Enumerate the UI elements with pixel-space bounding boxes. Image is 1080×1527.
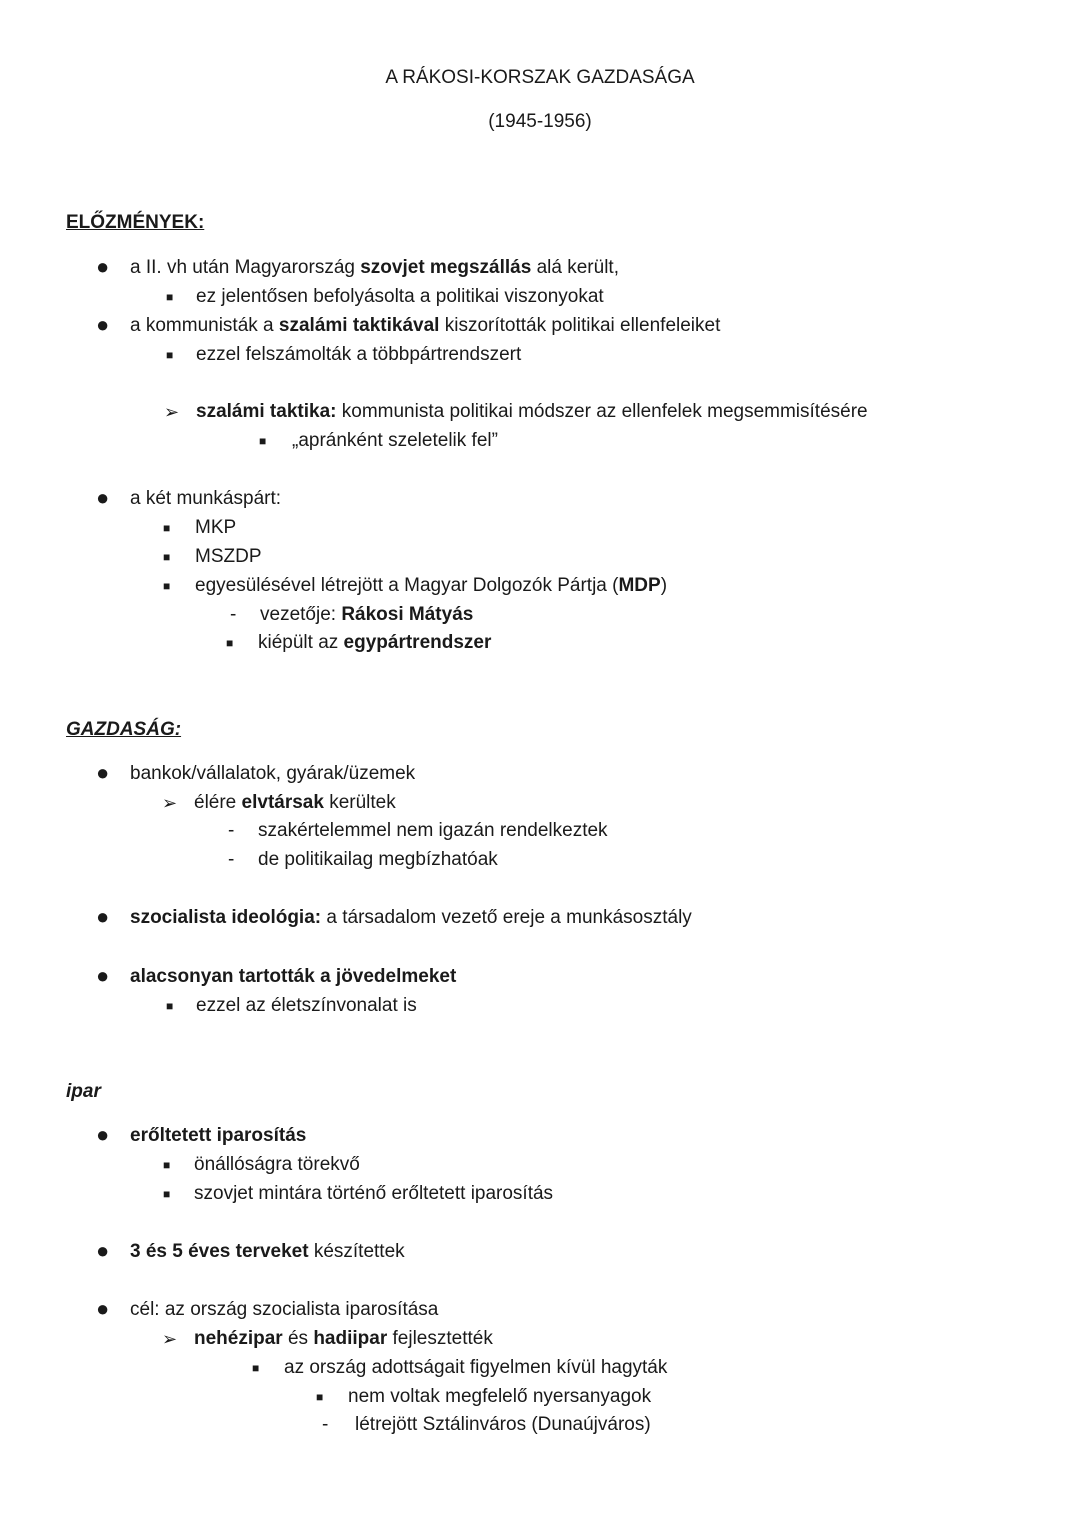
page-title: A RÁKOSI-KORSZAK GAZDASÁGA xyxy=(385,67,695,88)
bullet-dot: ● xyxy=(96,760,110,785)
bullet-square: ■ xyxy=(163,550,171,564)
bullet-square: ■ xyxy=(163,521,171,535)
bullet-arrow: ➢ xyxy=(162,1329,178,1349)
bullet-square: ■ xyxy=(163,1158,171,1172)
section-heading-elozmenyek: ELŐZMÉNYEK: xyxy=(66,212,205,233)
list-item: a kommunisták a szalámi taktikával kiszorították politikai ellenfeleiket xyxy=(130,315,721,336)
list-item: önállóságra törekvő xyxy=(194,1154,360,1175)
list-item: de politikailag megbízhatóak xyxy=(258,849,498,870)
list-item: kiépült az egypártrendszer xyxy=(258,632,492,653)
list-item: ezzel az életszínvonalat is xyxy=(196,995,417,1016)
list-item: élére elvtársak kerültek xyxy=(194,792,396,813)
definition-item: szalámi taktika: kommunista politikai módszer az ellenfelek megsemmisítésére xyxy=(196,401,868,422)
page-subtitle: (1945-1956) xyxy=(488,111,592,132)
bullet-dot: ● xyxy=(96,963,110,988)
list-item: szocialista ideológia: a társadalom vezető ereje a munkásosztály xyxy=(130,907,692,928)
bullet-dash: - xyxy=(322,1414,329,1435)
list-item: vezetője: Rákosi Mátyás xyxy=(260,604,474,625)
list-item: ezzel felszámolták a többpártrendszert xyxy=(196,344,522,365)
bullet-dot: ● xyxy=(96,904,110,929)
list-item: alacsonyan tartották a jövedelmeket xyxy=(130,966,457,987)
bullet-square: ■ xyxy=(163,1187,171,1201)
bullet-square: ■ xyxy=(166,348,174,362)
list-item: cél: az ország szocialista iparosítása xyxy=(130,1299,439,1320)
list-item: „apránként szeletelik fel” xyxy=(292,430,498,451)
list-item: MKP xyxy=(195,517,237,538)
section-heading-ipar: ipar xyxy=(66,1081,101,1102)
list-item: 3 és 5 éves terveket készítettek xyxy=(130,1241,405,1262)
bullet-dash: - xyxy=(228,820,235,841)
bullet-square: ■ xyxy=(252,1361,260,1375)
bullet-arrow: ➢ xyxy=(164,402,180,422)
bullet-dot: ● xyxy=(96,1122,110,1147)
bullet-square: ■ xyxy=(163,579,171,593)
list-item: erőltetett iparosítás xyxy=(130,1125,307,1146)
list-item: nem voltak megfelelő nyersanyagok xyxy=(348,1386,652,1407)
list-item: nehézipar és hadiipar fejlesztették xyxy=(194,1328,493,1349)
bullet-square: ■ xyxy=(316,1390,324,1404)
bullet-dot: ● xyxy=(96,1296,110,1321)
list-item: a II. vh után Magyarország szovjet megszállás alá került, xyxy=(130,257,619,278)
list-item: szakértelemmel nem igazán rendelkeztek xyxy=(258,820,608,841)
bullet-dot: ● xyxy=(96,485,110,510)
bullet-square: ■ xyxy=(166,999,174,1013)
list-item: szovjet mintára történő erőltetett iparosítás xyxy=(194,1183,554,1204)
bullet-dot: ● xyxy=(96,1238,110,1263)
list-item: ez jelentősen befolyásolta a politikai viszonyokat xyxy=(196,286,604,307)
list-item: a két munkáspárt: xyxy=(130,488,282,509)
bullet-dot: ● xyxy=(96,312,110,337)
bullet-square: ■ xyxy=(226,636,234,650)
list-item: egyesülésével létrejött a Magyar Dolgozók Pártja (MDP) xyxy=(195,575,668,596)
bullet-square: ■ xyxy=(259,434,267,448)
bullet-dash: - xyxy=(230,604,237,625)
list-item: létrejött Sztálinváros (Dunaújváros) xyxy=(355,1414,651,1435)
section-heading-gazdasag: GAZDASÁG: xyxy=(66,719,182,740)
bullet-dash: - xyxy=(228,849,235,870)
list-item: MSZDP xyxy=(195,546,262,567)
list-item: bankok/vállalatok, gyárak/üzemek xyxy=(130,763,416,784)
bullet-square: ■ xyxy=(166,290,174,304)
list-item: az ország adottságait figyelmen kívül hagyták xyxy=(284,1357,668,1378)
bullet-arrow: ➢ xyxy=(162,793,178,813)
bullet-dot: ● xyxy=(96,254,110,279)
